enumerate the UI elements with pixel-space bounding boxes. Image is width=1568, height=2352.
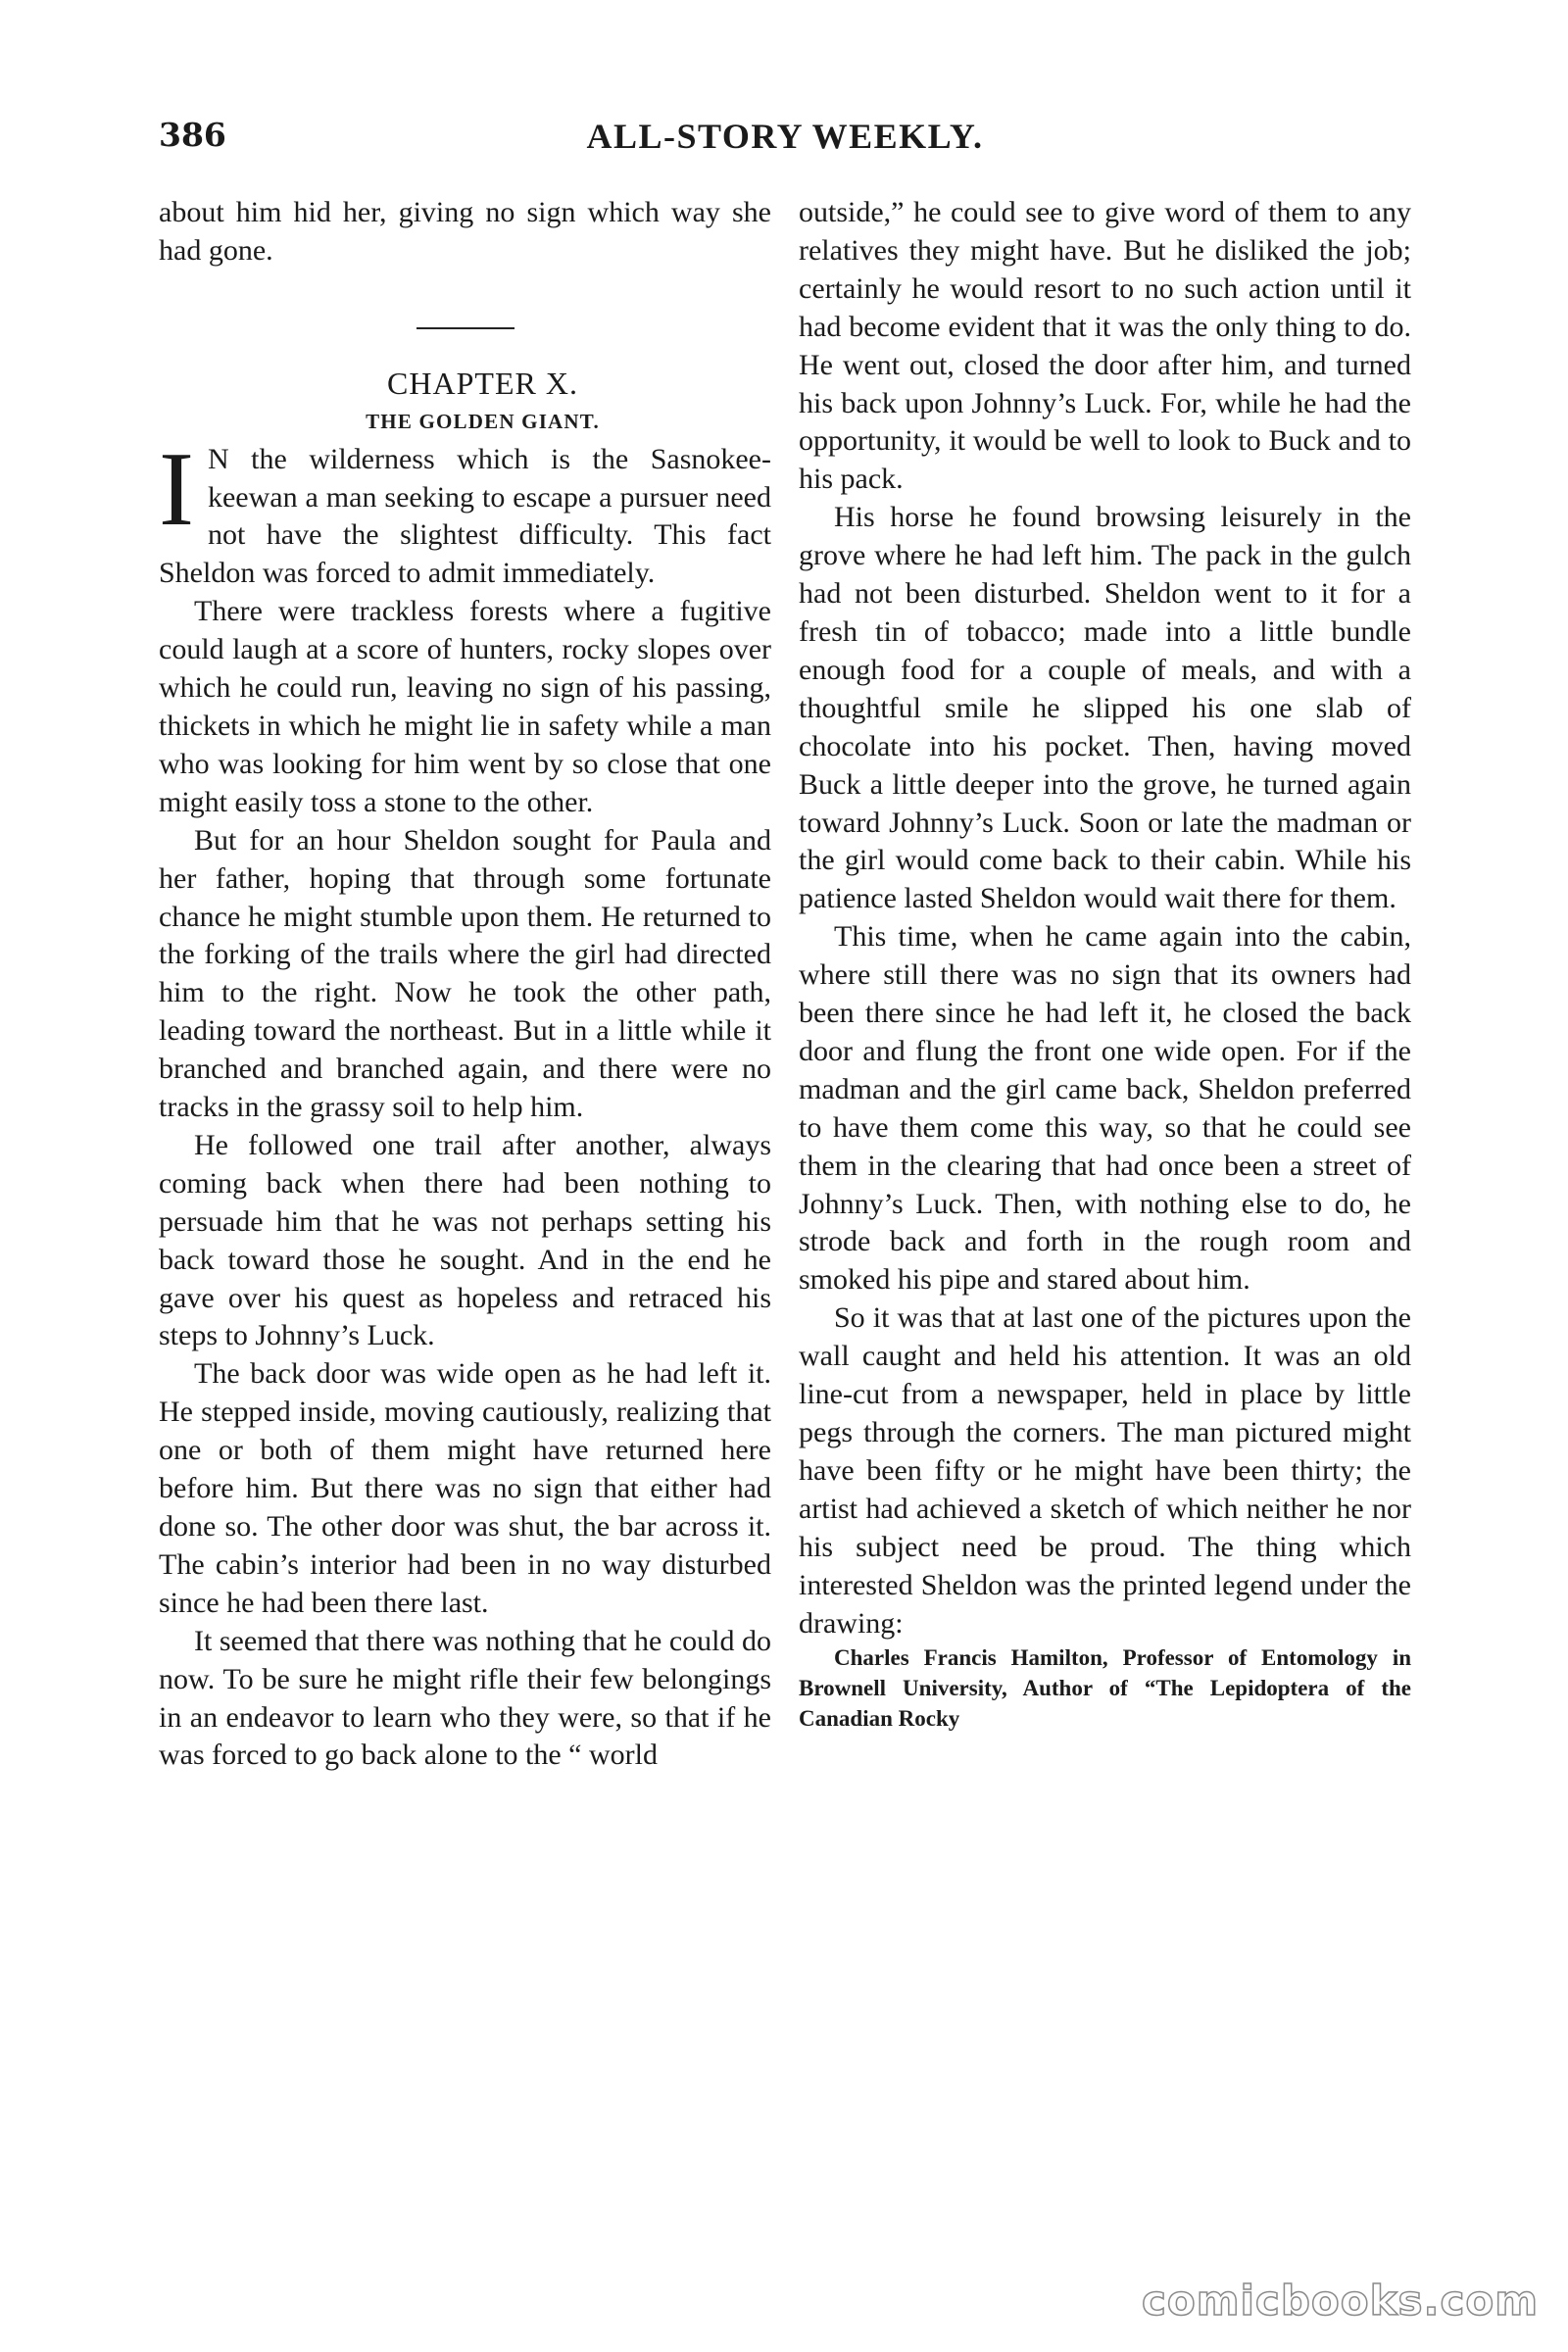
right-column — [799, 194, 1411, 1734]
running-title: ALL-STORY WEEKLY. — [586, 117, 984, 156]
paragraph-8: His horse he found browsing leisurely in the grove where he had left him. The pack in the gulch had not been disturbed. Sheldon went to it for a fresh tin of tobacco; made into a little bundle enough food for a couple of meals, and with a thoughtful smile he slipped his one slab of chocolate into his pocket. Then, having moved Buck a little deeper into the grove, he turned again toward Johnny’s Luck. Soon or late the madman or the girl would come back to their cabin. While his patience lasted Sheldon would wait there for them. — [799, 501, 1411, 915]
paragraph-4: He followed one trail after another, always coming back when there had been nothing to persuade him that he was not perhaps setting his back toward those he sought. And in the end he gave over his quest as hopeless and retraced his steps to Johnny’s Luck. — [159, 1128, 771, 1352]
paragraph-6: It seemed that there was nothing that he could do now. To be sure he might rifle their few belongings in an endeavor to learn who they were, so that if he was forced to go back alone to the “ world — [159, 1624, 771, 1772]
paragraph-7: outside,” he could see to give word of them to any relatives they might have. But he disliked the job; certainly he would resort to no such action until it had become evident that it was the only thing to do. He went out, closed the door after him, and turned his back upon Johnny’s Luck. For, while he had the opportunity, it would be well to look to Buck and to his pack. — [799, 196, 1411, 496]
chapter-title: CHAPTER X. — [387, 365, 578, 401]
page-number: 386 — [159, 116, 226, 154]
paragraph-1 — [159, 430, 771, 594]
left-column — [159, 194, 771, 1775]
paragraph-5: The back door was wide open as he had left it. He stepped inside, moving cautiously, realizing that one or both of them might have returned here before him. But there was no sign that either had done so. The other door was shut, the bar across it. The cabin’s interior had been in no way disturbed since he had been there last. — [159, 1357, 771, 1619]
opening-paragraph: about him hid her, giving no sign which way she had gone. — [159, 196, 771, 267]
section-divider — [416, 327, 514, 329]
paragraph-10: So it was that at last one of the pictures upon the wall caught and held his attention. It was an old line-cut from a newspaper, held in place by little pegs through the corners. The man pictured might have been fifty or he might have been thirty; the artist had achieved a sketch of which neither he nor his subject need be proud. The thing which interested Sheldon was the printed legend under the drawing: — [799, 1301, 1411, 1640]
picture-legend: Charles Francis Hamilton, Professor of Entomology in Brownell University, Author of “The Lepidoptera of the Canadian Rocky — [799, 1645, 1411, 1732]
paragraph-2: There were trackless forests where a fugitive could laugh at a score of hunters, rocky slopes over which he could run, leaving no sign of his passing, thickets in which he might lie in safety while a man who was looking for him went by so close that one might easily toss a stone to the other. — [159, 595, 771, 818]
chapter-subtitle: THE GOLDEN GIANT. — [366, 409, 600, 433]
paragraph-3: But for an hour Sheldon sought for Paula and her father, hoping that through some fortunate chance he might stumble upon them. He returned to the forking of the trails where the girl had directed him to the right. Now he took the other path, leading toward the northeast. But in a little while it branched and branched again, and there were no tracks in the grassy soil to help him. — [159, 823, 771, 1124]
drop-cap: I — [159, 430, 194, 548]
watermark-logo: comicbooks.com — [1142, 2277, 1539, 2325]
paragraph-1-text: N the wilderness which is the Sasnokee-keewan a man seeking to escape a pursuer need not have the slightest difficulty. This fact Sheldon was forced to admit immediately. — [159, 442, 771, 590]
paragraph-9: This time, when he came again into the cabin, where still there was no sign that its owners had been there since he had left it, he closed the back door and flung the front one wide open. For if the madman and the girl came back, Sheldon preferred to have them come this way, so that he could see them in the clearing that had once been a street of Johnny’s Luck. Then, with nothing else to do, he strode back and forth in the rough room and smoked his pipe and stared about him. — [799, 920, 1411, 1297]
page-header — [159, 116, 1411, 165]
